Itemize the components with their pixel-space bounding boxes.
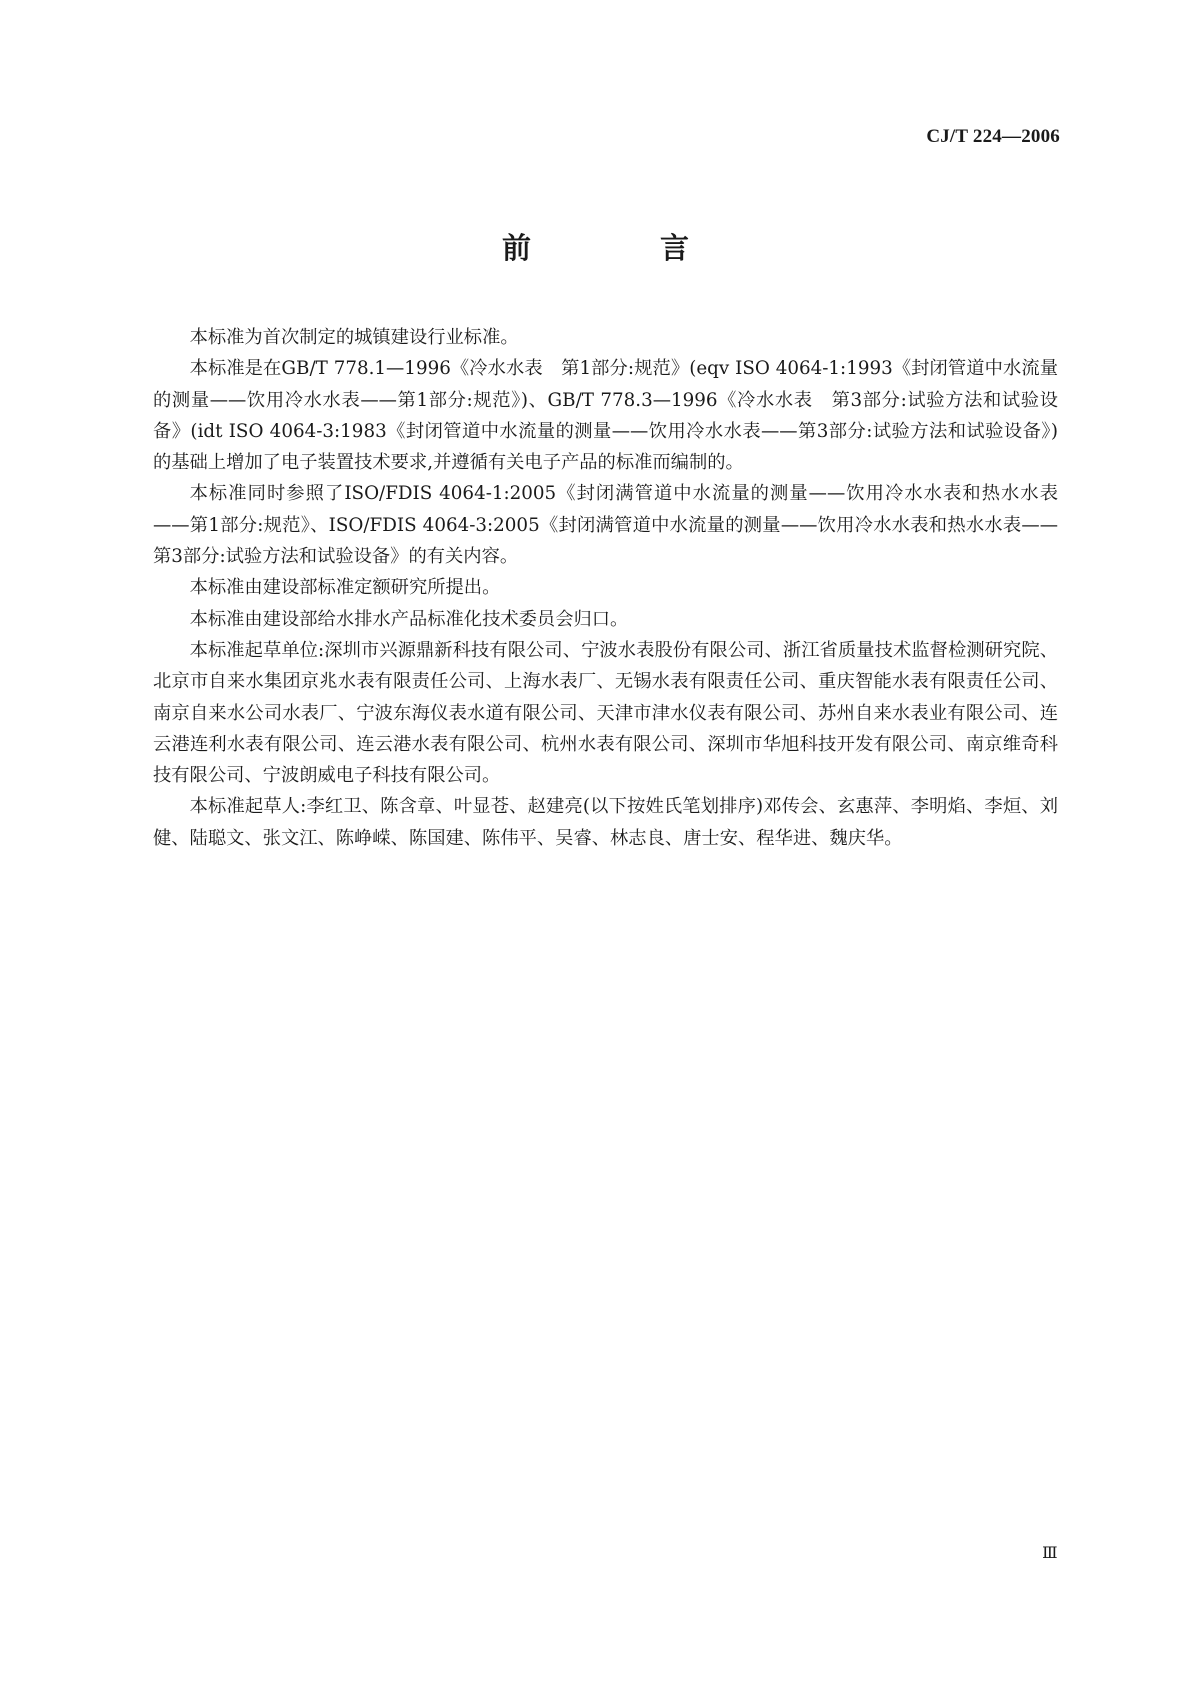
- paragraph-drafters: 本标准起草人:李红卫、陈含章、叶显苍、赵建亮(以下按姓氏笔划排序)邓传会、玄惠萍、李明焰、李烜、刘健、陆聪文、张文江、陈峥嵘、陈国建、陈伟平、吴睿、林志良、唐士安、程华进、魏庆华。: [153, 796, 1058, 849]
- page-title: 前 言: [501, 231, 739, 265]
- paragraph-basis: 本标准是在GB/T 778.1—1996《冷水水表 第1部分:规范》(eqv ISO 4064-1:1993《封闭管道中水流量的测量——饮用冷水水表——第1部分:规范》)、GB/T 778.3—1996《冷水水表 第3部分:试验方法和试验设备》(idt ISO 4064-3:1983《封闭管道中水流量的测量——饮用冷水水表——第3部分:试验方法和试验设备》)的基础上增加了电子装置技术要求,并遵循有关电子产品的标准而编制的。: [153, 358, 1058, 474]
- paragraph-proposed-by: 本标准由建设部标准定额研究所提出。: [189, 577, 501, 599]
- foreword-body: [153, 322, 1058, 854]
- paragraph-first-standard: 本标准为首次制定的城镇建设行业标准。: [189, 327, 519, 348]
- paragraph-references: 本标准同时参照了ISO/FDIS 4064-1:2005《封闭满管道中水流量的测量——饮用冷水水表和热水水表——第1部分:规范》、ISO/FDIS 4064-3:2005《封闭满管道中水流量的测量——饮用冷水水表和热水水表——第3部分:试验方法和试验设备》的有关内容。: [153, 483, 1058, 568]
- document-code: CJ/T 224—2006: [926, 126, 1060, 147]
- page-number: Ⅲ: [1042, 1545, 1058, 1562]
- paragraph-drafting-units: 本标准起草单位:深圳市兴源鼎新科技有限公司、宁波水表股份有限公司、浙江省质量技术监督检测研究院、北京市自来水集团京兆水表有限责任公司、上海水表厂、无锡水表有限责任公司、重庆智能水表有限责任公司、南京自来水公司水表厂、宁波东海仪表水道有限公司、天津市津水仪表有限公司、苏州自来水表业有限公司、连云港连利水表有限公司、连云港水表有限公司、杭州水表有限公司、深圳市华旭科技开发有限公司、南京维奇科技有限公司、宁波朗威电子科技有限公司。: [153, 639, 1058, 787]
- paragraph-managed-by: 本标准由建设部给水排水产品标准化技术委员会归口。: [189, 608, 629, 630]
